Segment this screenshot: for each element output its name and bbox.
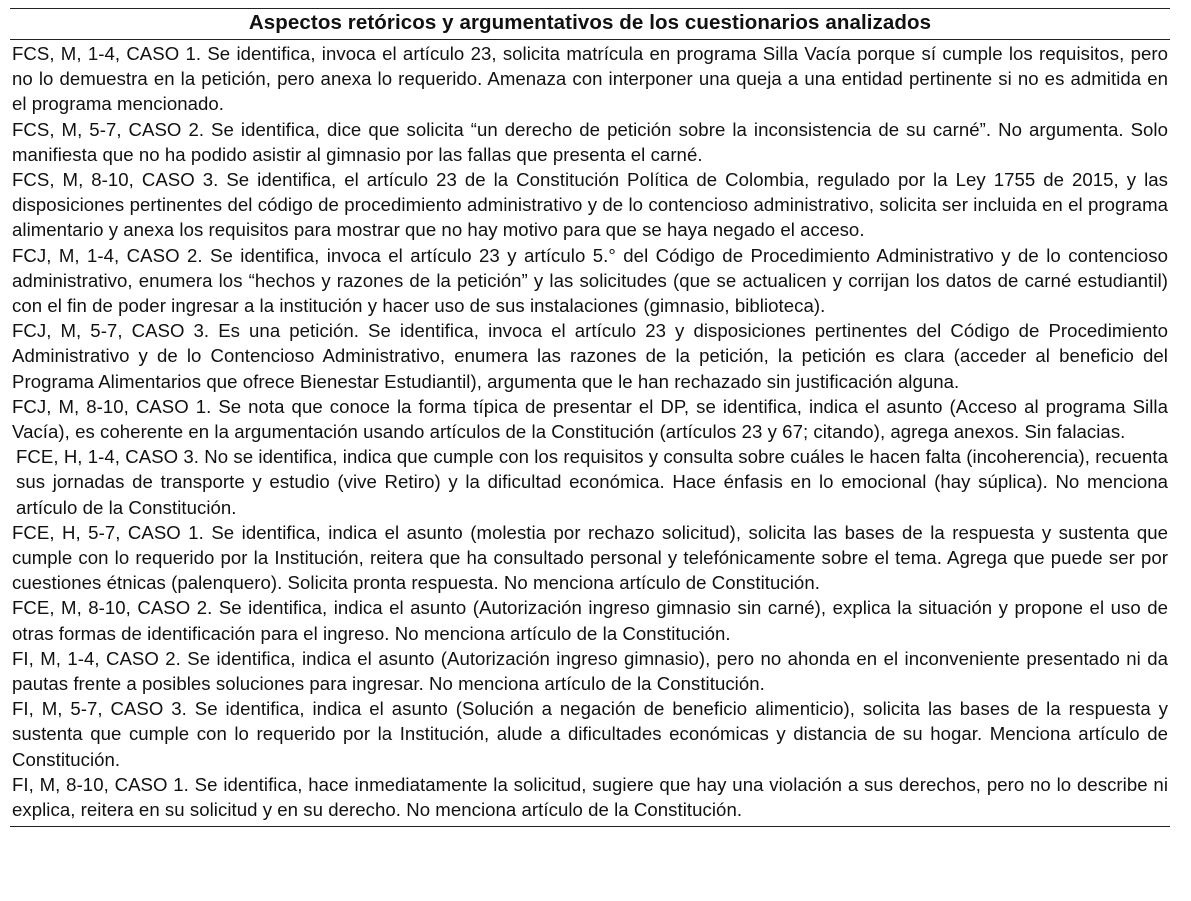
table-body — [10, 40, 1170, 822]
analysis-table — [10, 8, 1170, 827]
table-row-fcs-1: FCS, M, 1-4, CASO 1. Se identifica, invoca el artículo 23, solicita matrícula en programa Silla Vacía porque sí cumple los requisitos, pero no lo demuestra en la petición, pero anexa lo requerido. Amenaza con interponer una queja a una entidad pertinente si no es admitida en el programa mencionado. — [12, 43, 1168, 115]
table-row-fcs-3: FCS, M, 8-10, CASO 3. Se identifica, el artículo 23 de la Constitución Política de Colombia, regulado por la Ley 1755 de 2015, y las disposiciones pertinentes del código de procedimiento administrativo y de lo contencioso administrativo, solicita ser incluida en el programa alimentario y anexa los requisitos para mostrar que no hay motivo para que se haya negado el acceso. — [12, 169, 1168, 241]
table-row-fi-3: FI, M, 8-10, CASO 1. Se identifica, hace inmediatamente la solicitud, sugiere que hay una violación a sus derechos, pero no lo describe ni explica, reitera en su solicitud y en su derecho. No menciona artículo de la Constitución. — [12, 773, 1168, 821]
table-row-fi-1: FI, M, 1-4, CASO 2. Se identifica, indica el asunto (Autorización ingreso gimnasio), pero no ahonda en el inconveniente presentado ni da pautas frente a posibles soluciones para ingresar. No menciona artículo de la Constitución. — [12, 647, 1168, 695]
table-row-fcs-2: FCS, M, 5-7, CASO 2. Se identifica, dice que solicita “un derecho de petición sobre la inconsistencia de su carné”. No argumenta. Solo manifiesta que no ha podido asistir al gimnasio por las fallas que presenta el carné. — [12, 118, 1168, 165]
table-row-fce-2: FCE, H, 5-7, CASO 1. Se identifica, indica el asunto (molestia por rechazo solicitud), solicita las bases de la respuesta y sustenta que cumple con lo requerido por la Institución, reitera que ha consultado personal y telefónicamente sobre el tema. Agrega que puede ser por cuestiones étnicas (palenquero). Solicita pronta respuesta. No menciona artículo de Constitución. — [12, 521, 1168, 594]
table-row-fce-1: FCE, H, 1-4, CASO 3. No se identifica, indica que cumple con los requisitos y consulta sobre cuáles le hacen falta (incoherencia), recuenta sus jornadas de transporte y estudio (vive Retiro) y la dificultad económica. Hace énfasis en lo emocional (hay súplica). No menciona artículo de la Constitución. — [16, 446, 1168, 518]
table-row-fcj-2: FCJ, M, 5-7, CASO 3. Es una petición. Se identifica, invoca el artículo 23 y disposiciones pertinentes del Código de Procedimiento Administrativo y de lo Contencioso Administrativo, enumera las razones de la petición, la petición es clara (acceder al beneficio del Programa Alimentarios que ofrece Bienestar Estudiantil), argumenta que le han rechazado sin justificación alguna. — [12, 320, 1168, 392]
table-row-fcj-1: FCJ, M, 1-4, CASO 2. Se identifica, invoca el artículo 23 y artículo 5.° del Código de Procedimiento Administrativo y de lo contencioso administrativo, enumera los “hechos y razones de la petición” y las solicitudes (que se actualicen y corrijan los datos de carné estudiantil) con el fin de poder ingresar a la institución y hacer uso de sus instalaciones (gimnasio, biblioteca). — [12, 244, 1168, 317]
table-row-fcj-3: FCJ, M, 8-10, CASO 1. Se nota que conoce la forma típica de presentar el DP, se identifica, indica el asunto (Acceso al programa Silla Vacía), es coherente en la argumentación usando artículos de la Constitución (artículos 23 y 67; citando), agrega anexos. Sin falacias. — [12, 395, 1168, 443]
table-bottom-rule — [10, 826, 1170, 827]
table-row-fi-2: FI, M, 5-7, CASO 3. Se identifica, indica el asunto (Solución a negación de beneficio alimenticio), solicita las bases de la respuesta y sustenta que cumple con lo requerido por la Institución, alude a dificultades económicas y distancia de su hogar. Menciona artículo de Constitución. — [12, 698, 1168, 770]
table-title: Aspectos retóricos y argumentativos de los cuestionarios analizados — [10, 9, 1170, 40]
table-row-fce-3: FCE, M, 8-10, CASO 2. Se identifica, indica el asunto (Autorización ingreso gimnasio sin carné), explica la situación y propone el uso de otras formas de identificación para el ingreso. No menciona artículo de la Constitución. — [12, 597, 1168, 644]
